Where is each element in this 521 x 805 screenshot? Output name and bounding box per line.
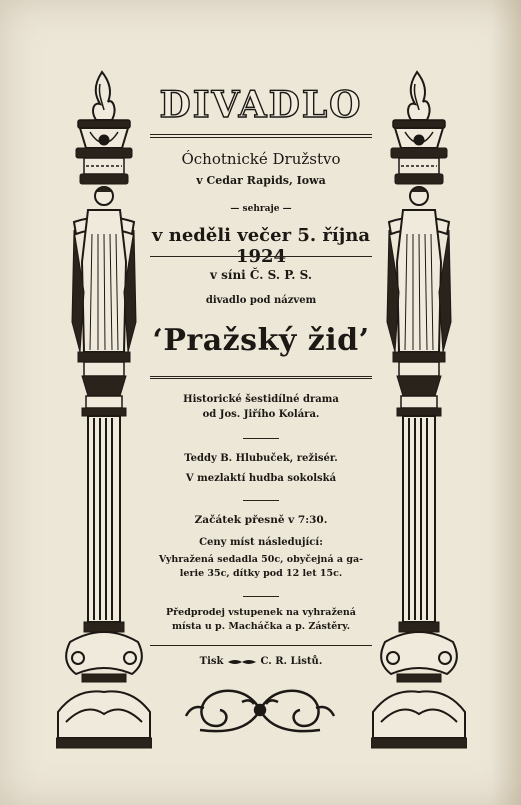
section-divider xyxy=(243,500,279,501)
scroll-ornament-icon xyxy=(180,680,340,738)
footer-rule xyxy=(150,645,372,646)
printer-ornament-icon xyxy=(227,658,257,666)
section-divider xyxy=(243,438,279,439)
poster-title: DIVADLO xyxy=(159,84,363,126)
title-rule xyxy=(150,137,372,138)
printer-credit xyxy=(148,655,374,669)
club-location: v Cedar Rapids, Iowa xyxy=(196,174,326,187)
venue: v síni Č. S. P. S. xyxy=(209,268,313,282)
genre-line-2: od Jos. Jiřího Kolára. xyxy=(202,409,320,420)
page-edge-shadow xyxy=(491,0,521,805)
music-note: V mezlaktí hudba sokolská xyxy=(185,473,337,484)
prices-line-2: lerie 35c, dítky pod 12 let 15c. xyxy=(179,568,343,579)
printer-label: Tisk xyxy=(199,656,224,667)
right-torch-column-illustration xyxy=(371,62,467,752)
director-credit: Teddy B. Hlubuček, režisér. xyxy=(184,453,338,464)
start-time: Začátek přesně v 7:30. xyxy=(194,514,328,526)
play-intro: divadlo pod názvem xyxy=(205,295,317,306)
prices-line-1: Vyhražená sedadla 50c, obyčejná a ga- xyxy=(158,554,364,565)
genre-line-1: Historické šestidílné drama xyxy=(183,394,339,405)
printer-name: C. R. Listů. xyxy=(260,656,323,667)
torch-column-icon xyxy=(371,62,467,752)
prices-heading: Ceny míst následující: xyxy=(199,537,323,548)
left-torch-column-illustration xyxy=(56,62,152,752)
club-name: Óchotnické Družstvo xyxy=(181,150,341,168)
date-rule xyxy=(150,256,372,257)
presale-line-1: Předprodej vstupenek na vyhražená xyxy=(166,607,356,618)
title-rule xyxy=(150,134,372,135)
play-title-rule xyxy=(150,376,372,379)
torch-column-icon xyxy=(56,62,152,752)
presale-line-2: místa u p. Macháčka a p. Zástěry. xyxy=(171,621,350,632)
section-divider xyxy=(243,596,279,597)
performs-line: — sehraje — xyxy=(230,204,292,214)
performance-date: v neděli večer 5. října 1924 xyxy=(152,225,370,267)
play-title: ‘Pražský žid’ xyxy=(152,323,370,358)
